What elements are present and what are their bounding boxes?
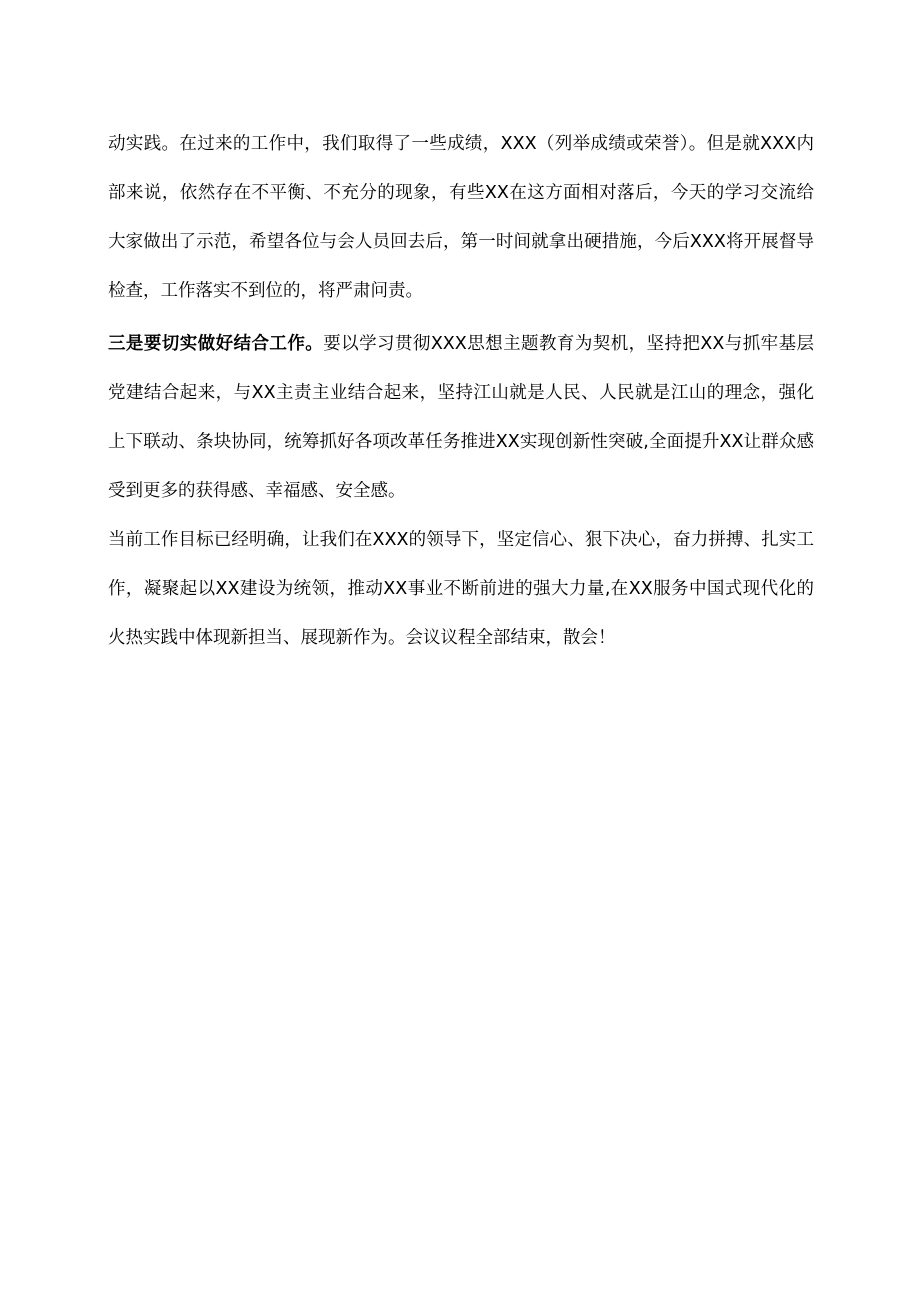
document-body — [108, 120, 814, 663]
paragraph-1-text: 动实践。在过来的工作中，我们取得了一些成绩，XXX（列举成绩或荣誉）。但是就XXX内部来说，依然存在不平衡、不充分的现象，有些XX在这方面相对落后，今天的学习交流给大家做出了示范，希望各位与会人员回去后，第一时间就拿出硬措施，今后XXX将开展督导检查，工作落实不到位的，将严肃问责。 — [108, 134, 814, 301]
paragraph-2-heading: 三是要切实做好结合工作。 — [108, 334, 324, 354]
paragraph-1 — [108, 120, 814, 316]
paragraph-3-text: 当前工作目标已经明确，让我们在XXX的领导下，坚定信心、狠下决心，奋力拼搏、扎实工作，凝聚起以XX建设为统领，推动XX事业不断前进的强大力量,在XX服务中国式现代化的火热实践中体现新担当、展现新作为。会议议程全部结束，散会！ — [108, 530, 814, 648]
paragraph-2-text: 要以学习贯彻XXX思想主题教育为契机，坚持把XX与抓牢基层党建结合起来，与XX主责主业结合起来，坚持江山就是人民、人民就是江山的理念，强化上下联动、条块协同，统筹抓好各项改革任务推进XX实现创新性突破,全面提升XX让群众感受到更多的获得感、幸福感、安全感。 — [108, 334, 815, 501]
paragraph-2 — [108, 320, 814, 516]
paragraph-3 — [108, 516, 814, 663]
